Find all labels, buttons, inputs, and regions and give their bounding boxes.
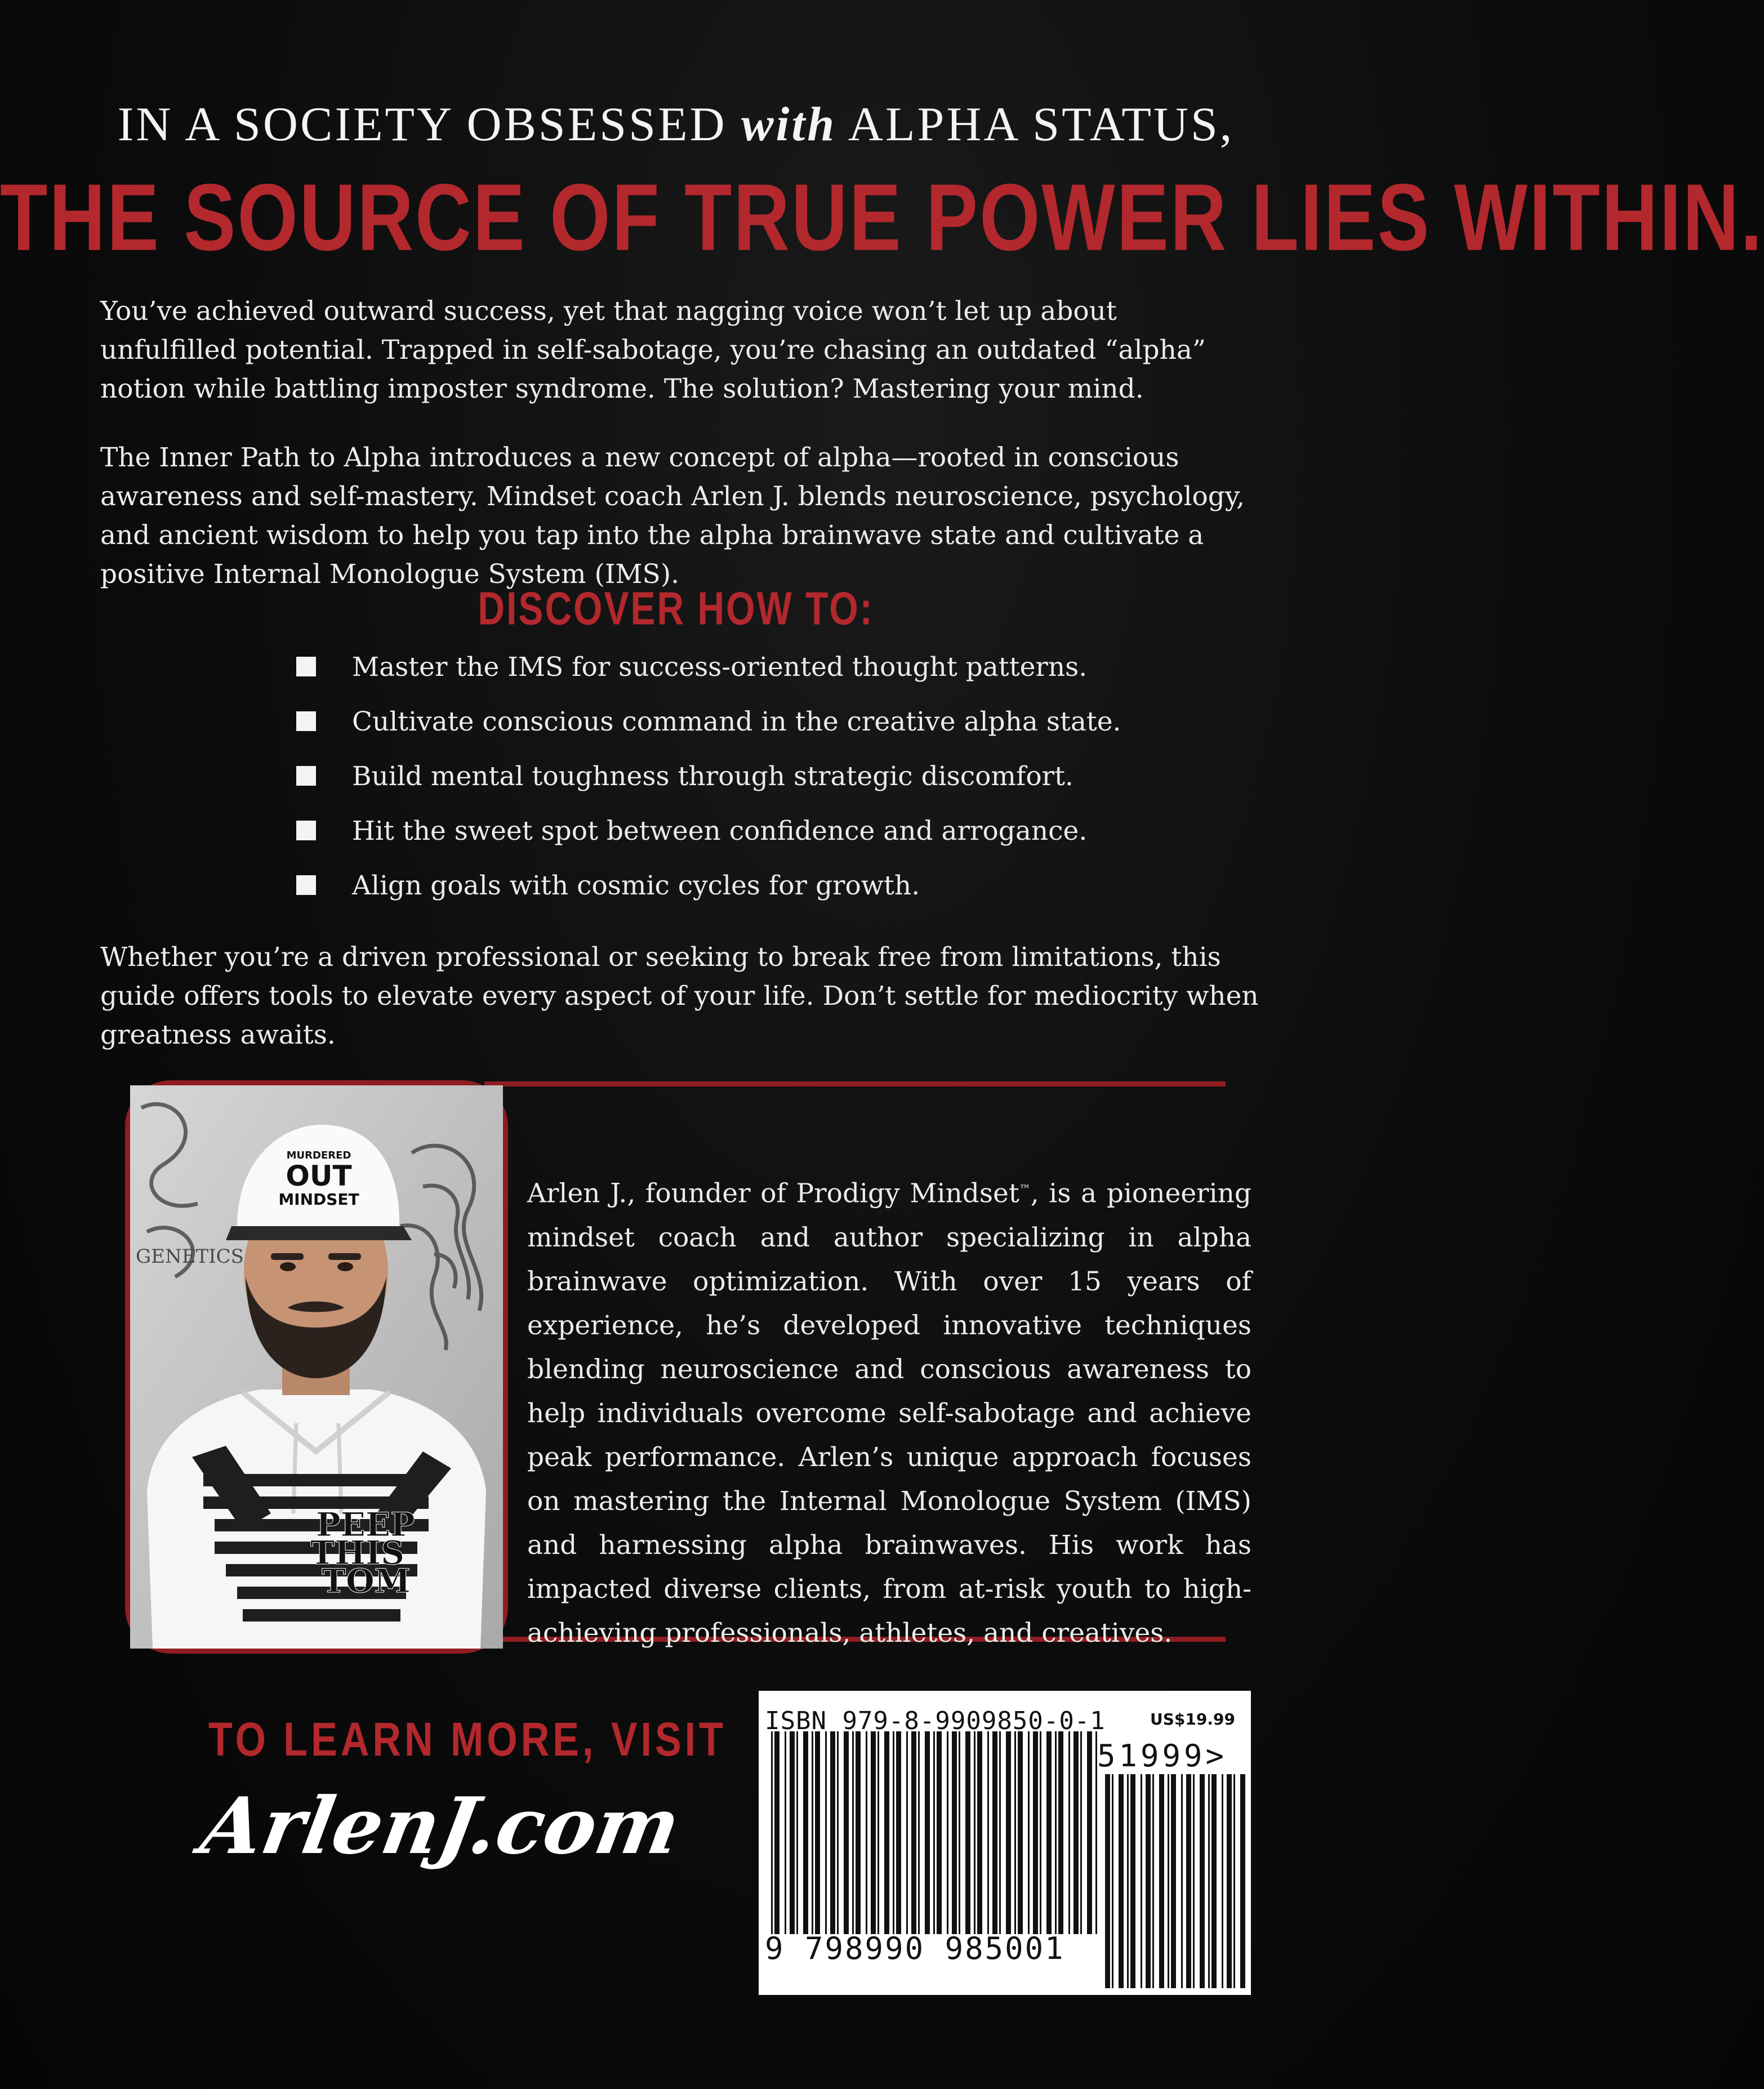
shirt-text-2: THIS <box>310 1534 404 1572</box>
learn-more-heading: TO LEARN MORE, VISIT <box>208 1713 727 1766</box>
square-bullet-icon <box>296 711 316 731</box>
list-item <box>296 757 1254 812</box>
headline-line-1 <box>0 96 1352 152</box>
author-bio-start: Arlen J., founder of Prodigy Mindset <box>527 1178 1019 1209</box>
shirt-text-1: PEEP <box>316 1505 415 1544</box>
website-link[interactable]: ArlenJ.com <box>194 1780 687 1872</box>
square-bullet-icon <box>296 821 316 840</box>
list-item-text: Hit the sweet spot between confidence and arrogance. <box>352 816 1088 847</box>
divider-top <box>484 1081 1226 1086</box>
discover-heading: DISCOVER HOW TO: <box>478 582 874 634</box>
square-bullet-icon <box>296 875 316 895</box>
headline-line-2: THE SOURCE OF TRUE POWER LIES WITHIN. <box>0 164 1764 271</box>
list-item-text: Cultivate conscious command in the creative alpha state. <box>352 706 1121 737</box>
closing-paragraph: Whether you’re a driven professional or seeking to break free from limitations, this guide offers tools to elevate every aspect of your life. Don’t settle for mediocrity when greatness awaits. <box>100 942 1259 1050</box>
list-item-text: Master the IMS for success-oriented thought patterns. <box>352 652 1088 683</box>
list-item-text: Build mental toughness through strategic discomfort. <box>352 761 1073 792</box>
wall-text: GENETICS <box>136 1245 244 1268</box>
addon-digits: 51999> <box>1097 1738 1228 1774</box>
headline-line-1-start: IN A SOCIETY OBSESSED <box>117 97 742 151</box>
isbn-text: ISBN 979-8-9909850-0-1 <box>765 1707 1106 1735</box>
discover-list <box>296 648 1254 921</box>
list-item <box>296 702 1254 757</box>
trademark-symbol: ™ <box>1019 1182 1031 1196</box>
author-photo <box>125 1080 508 1654</box>
list-item <box>296 866 1254 921</box>
headline-line-1-italic: with <box>741 97 837 151</box>
headline-line-1-end: ALPHA STATUS, <box>836 97 1235 151</box>
square-bullet-icon <box>296 657 316 676</box>
shirt-text-3: TOM <box>322 1562 411 1600</box>
list-item <box>296 648 1254 702</box>
hat-text-3: MINDSET <box>278 1190 359 1209</box>
list-item-text: Align goals with cosmic cycles for growth. <box>352 870 920 901</box>
intro-paragraph-1: You’ve achieved outward success, yet that nagging voice won’t let up about unfulfilled potential. Trapped in self-sabotage, you’re chasing an outdated “alpha” notion while battling imposter syndrome. The solution? Mastering your mind. <box>100 296 1206 404</box>
intro-paragraph-2: The Inner Path to Alpha introduces a new concept of alpha—rooted in conscious awareness and self-mastery. Mindset coach Arlen J. blends neuroscience, psychology, and ancient wisdom to help you tap into the alpha brainwave state and cultivate a positive Internal Monologue System (IMS). <box>100 442 1245 590</box>
square-bullet-icon <box>296 766 316 786</box>
ean-digits: 9 798990 985001 <box>765 1931 1065 1966</box>
author-portrait-illustration <box>130 1085 503 1649</box>
list-item <box>296 812 1254 866</box>
hat-text-1: MURDERED <box>286 1150 351 1161</box>
author-bio-rest: , is a pioneering mindset coach and author specializing in alpha brainwave optimization. With over 15 years of experience, he’s developed innovative techniques blending neuroscience and conscious awareness to help individuals overcome self-sabotage and achieve peak performance. Arlen’s unique approach focuses on mastering the Internal Monologue System (IMS) and harnessing alpha brainwaves. His work has impacted diverse clients, from at-risk youth to high-achieving professionals, athletes, and creatives. <box>527 1178 1251 1649</box>
price-text: US$19.99 <box>1150 1710 1235 1729</box>
author-bio <box>527 1167 1251 1655</box>
hat-text-2: OUT <box>286 1160 352 1192</box>
